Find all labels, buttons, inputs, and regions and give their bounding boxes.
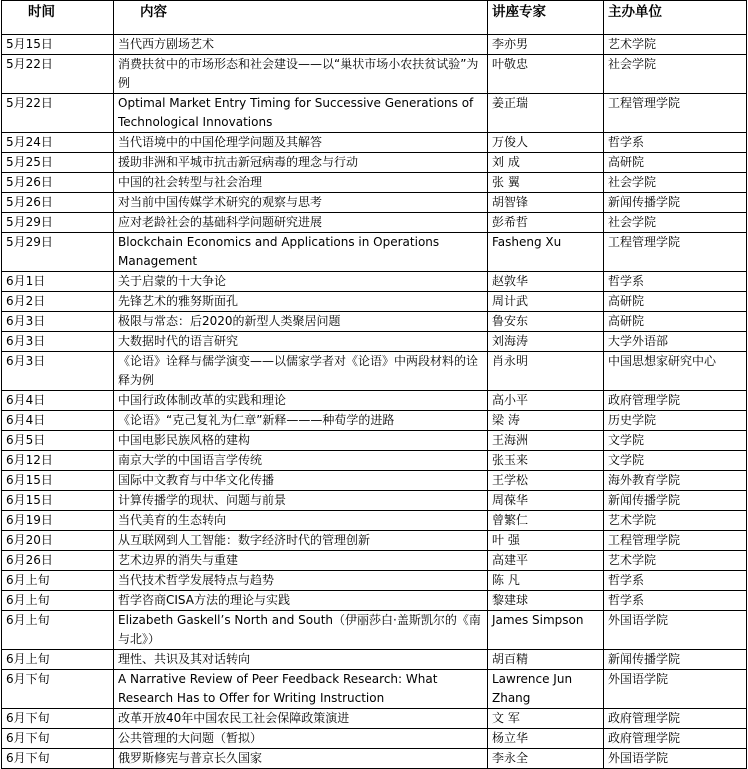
host-cell: 外国语学院 [604,749,747,769]
content-cell: 《论语》“克己复礼为仁章”新释———种荀学的进路 [114,411,488,431]
date-cell: 6月3日 [2,312,114,332]
host-cell: 外国语学院 [604,670,747,709]
content-cell: 援助非洲和平城市抗击新冠病毒的理念与行动 [114,153,488,173]
content-cell: 消费扶贫中的市场形态和社会建设——以“巢状市场小农扶贫试验”为例 [114,55,488,94]
content-cell: 应对老龄社会的基础科学问题研究进展 [114,213,488,233]
speaker-cell: Lawrence Jun Zhang [488,670,604,709]
date-cell: 6月4日 [2,411,114,431]
content-cell: 理性、共识及其对话转向 [114,650,488,670]
table-row [2,411,747,431]
content-cell: 中国的社会转型与社会治理 [114,173,488,193]
table-row [2,352,747,391]
speaker-cell: 李永全 [488,749,604,769]
table-row [2,292,747,312]
table-row [2,391,747,411]
content-cell: 计算传播学的现状、问题与前景 [114,491,488,511]
table-row [2,233,747,272]
host-cell: 新闻传播学院 [604,650,747,670]
date-cell: 6月19日 [2,511,114,531]
speaker-cell: 高建平 [488,551,604,571]
table-row [2,193,747,213]
speaker-cell: 周葆华 [488,491,604,511]
date-cell: 6月上旬 [2,571,114,591]
speaker-cell: 万俊人 [488,133,604,153]
table-row [2,272,747,292]
speaker-cell: 高小平 [488,391,604,411]
speaker-cell: 曾繁仁 [488,511,604,531]
table-row [2,551,747,571]
content-cell: 当代西方剧场艺术 [114,35,488,55]
content-cell: Optimal Market Entry Timing for Successive Generations of Technological Innovations [114,94,488,133]
date-cell: 6月上旬 [2,650,114,670]
header-host: 主办单位 [604,1,747,35]
speaker-cell: 张玉来 [488,451,604,471]
table-row [2,431,747,451]
content-cell: 当代美育的生态转向 [114,511,488,531]
content-cell: 当代语境中的中国伦理学问题及其解答 [114,133,488,153]
speaker-cell: 王学松 [488,471,604,491]
content-cell: 哲学咨商CISA方法的理论与实践 [114,591,488,611]
content-cell: 南京大学的中国语言学传统 [114,451,488,471]
speaker-cell: 叶敬忠 [488,55,604,94]
table-row [2,670,747,709]
lecture-schedule-table [1,0,747,769]
date-cell: 6月15日 [2,471,114,491]
host-cell: 文学院 [604,431,747,451]
content-cell: 先锋艺术的雅努斯面孔 [114,292,488,312]
date-cell: 6月20日 [2,531,114,551]
host-cell: 哲学系 [604,272,747,292]
date-cell: 5月25日 [2,153,114,173]
host-cell: 工程管理学院 [604,233,747,272]
speaker-cell: 张 翼 [488,173,604,193]
host-cell: 文学院 [604,451,747,471]
host-cell: 艺术学院 [604,511,747,531]
host-cell: 政府管理学院 [604,729,747,749]
content-cell: 公共管理的大问题（暂拟） [114,729,488,749]
table-row [2,511,747,531]
speaker-cell: 刘 成 [488,153,604,173]
host-cell: 新闻传播学院 [604,491,747,511]
table-row [2,35,747,55]
host-cell: 历史学院 [604,411,747,431]
host-cell: 高研院 [604,292,747,312]
host-cell: 政府管理学院 [604,391,747,411]
host-cell: 艺术学院 [604,551,747,571]
date-cell: 6月下旬 [2,670,114,709]
speaker-cell: 梁 涛 [488,411,604,431]
host-cell: 哲学系 [604,133,747,153]
table-row [2,153,747,173]
content-cell: 《论语》诠释与儒学演变——以儒家学者对《论语》中两段材料的诠释为例 [114,352,488,391]
table-row [2,749,747,769]
content-cell: 改革开放40年中国农民工社会保障政策演进 [114,709,488,729]
speaker-cell: 周计武 [488,292,604,312]
content-cell: 对当前中国传媒学术研究的观察与思考 [114,193,488,213]
content-cell: 中国行政体制改革的实践和理论 [114,391,488,411]
table-row [2,133,747,153]
speaker-cell: 鲁安东 [488,312,604,332]
table-row [2,173,747,193]
content-cell: 中国电影民族风格的建构 [114,431,488,451]
date-cell: 5月29日 [2,213,114,233]
table-body [2,35,747,769]
content-cell: 大数据时代的语言研究 [114,332,488,352]
content-cell: 极限与常态：后2020的新型人类聚居问题 [114,312,488,332]
host-cell: 外国语学院 [604,611,747,650]
host-cell: 政府管理学院 [604,709,747,729]
host-cell: 新闻传播学院 [604,193,747,213]
speaker-cell: 叶 强 [488,531,604,551]
table-row [2,55,747,94]
table-row [2,650,747,670]
table-row [2,332,747,352]
date-cell: 6月26日 [2,551,114,571]
host-cell: 哲学系 [604,591,747,611]
table-row [2,709,747,729]
date-cell: 5月22日 [2,55,114,94]
speaker-cell: 文 军 [488,709,604,729]
host-cell: 社会学院 [604,213,747,233]
host-cell: 艺术学院 [604,35,747,55]
host-cell: 哲学系 [604,571,747,591]
date-cell: 5月26日 [2,193,114,213]
content-cell: 俄罗斯修宪与普京长久国家 [114,749,488,769]
speaker-cell: 刘海涛 [488,332,604,352]
date-cell: 5月29日 [2,233,114,272]
speaker-cell: 姜正瑞 [488,94,604,133]
date-cell: 6月15日 [2,491,114,511]
content-cell: 从互联网到人工智能：数字经济时代的管理创新 [114,531,488,551]
table-row [2,611,747,650]
header-date: 时间 [2,1,114,35]
table-row [2,491,747,511]
host-cell: 工程管理学院 [604,531,747,551]
header-row [2,1,747,35]
table-row [2,471,747,491]
speaker-cell: 王海洲 [488,431,604,451]
speaker-cell: Fasheng Xu [488,233,604,272]
date-cell: 5月15日 [2,35,114,55]
content-cell: Elizabeth Gaskell’s North and South（伊丽莎白·盖斯凯尔的《南与北》） [114,611,488,650]
host-cell: 高研院 [604,312,747,332]
table-row [2,729,747,749]
table-row [2,451,747,471]
table-row [2,213,747,233]
date-cell: 5月22日 [2,94,114,133]
speaker-cell: 陈 凡 [488,571,604,591]
date-cell: 5月26日 [2,173,114,193]
content-cell: A Narrative Review of Peer Feedback Research: What Research Has to Offer for Writing Instruction [114,670,488,709]
host-cell: 海外教育学院 [604,471,747,491]
table-row [2,94,747,133]
table-row [2,312,747,332]
speaker-cell: 胡百精 [488,650,604,670]
speaker-cell: 赵敦华 [488,272,604,292]
host-cell: 高研院 [604,153,747,173]
table-row [2,591,747,611]
content-cell: Blockchain Economics and Applications in Operations Management [114,233,488,272]
host-cell: 社会学院 [604,173,747,193]
date-cell: 6月上旬 [2,611,114,650]
speaker-cell: James Simpson [488,611,604,650]
speaker-cell: 肖永明 [488,352,604,391]
speaker-cell: 杨立华 [488,729,604,749]
content-cell: 当代技术哲学发展特点与趋势 [114,571,488,591]
speaker-cell: 彭希哲 [488,213,604,233]
date-cell: 6月下旬 [2,749,114,769]
date-cell: 6月3日 [2,332,114,352]
date-cell: 5月24日 [2,133,114,153]
host-cell: 工程管理学院 [604,94,747,133]
speaker-cell: 李亦男 [488,35,604,55]
host-cell: 大学外语部 [604,332,747,352]
content-cell: 关于启蒙的十大争论 [114,272,488,292]
date-cell: 6月3日 [2,352,114,391]
speaker-cell: 黎建球 [488,591,604,611]
table-row [2,571,747,591]
date-cell: 6月下旬 [2,729,114,749]
date-cell: 6月上旬 [2,591,114,611]
table-row [2,531,747,551]
content-cell: 国际中文教育与中华文化传播 [114,471,488,491]
host-cell: 社会学院 [604,55,747,94]
date-cell: 6月下旬 [2,709,114,729]
content-cell: 艺术边界的消失与重建 [114,551,488,571]
header-speaker: 讲座专家 [488,1,604,35]
date-cell: 6月5日 [2,431,114,451]
speaker-cell: 胡智锋 [488,193,604,213]
date-cell: 6月1日 [2,272,114,292]
date-cell: 6月12日 [2,451,114,471]
header-content: 内容 [114,1,488,35]
date-cell: 6月2日 [2,292,114,312]
host-cell: 中国思想家研究中心 [604,352,747,391]
date-cell: 6月4日 [2,391,114,411]
